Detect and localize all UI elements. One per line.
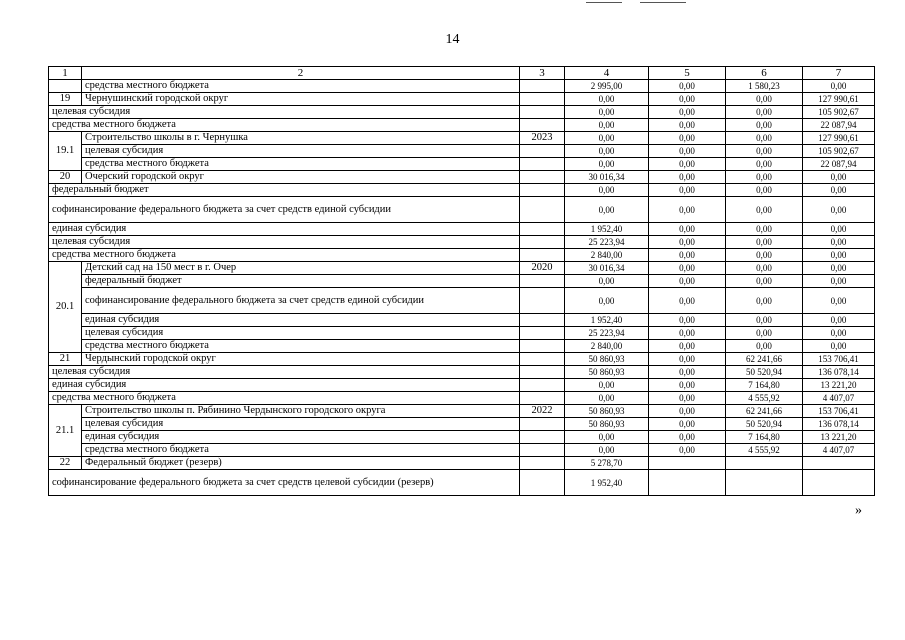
- value-cell-col6: [726, 457, 803, 470]
- value-cell-col6: 0,00: [726, 106, 803, 119]
- table-row: [49, 379, 875, 392]
- value-cell-col6: 4 555,92: [726, 444, 803, 457]
- row-name-cell: средства местного бюджета: [49, 392, 520, 405]
- value-cell-col6: 50 520,94: [726, 418, 803, 431]
- value-cell-col5: [649, 457, 726, 470]
- value-cell-col5: 0,00: [649, 249, 726, 262]
- value-cell-col5: 0,00: [649, 158, 726, 171]
- year-cell: [520, 314, 565, 327]
- value-cell-col7: 153 706,41: [803, 405, 875, 418]
- row-name-cell: целевая субсидия: [82, 145, 520, 158]
- value-cell-col7: 22 087,94: [803, 119, 875, 132]
- value-cell-col7: 0,00: [803, 197, 875, 223]
- row-name-cell: средства местного бюджета: [82, 158, 520, 171]
- value-cell-col4: 2 840,00: [565, 249, 649, 262]
- table-row: [49, 353, 875, 366]
- row-number-cell: 21.1: [49, 405, 82, 457]
- value-cell-col4: 0,00: [565, 431, 649, 444]
- page-number: 14: [445, 32, 460, 47]
- value-cell-col6: 0,00: [726, 184, 803, 197]
- value-cell-col6: [726, 470, 803, 496]
- row-name-cell: федеральный бюджет: [82, 275, 520, 288]
- value-cell-col6: 0,00: [726, 145, 803, 158]
- value-cell-col4: 0,00: [565, 392, 649, 405]
- value-cell-col7: 136 078,14: [803, 366, 875, 379]
- row-number-cell: 19.1: [49, 132, 82, 171]
- table-body: [49, 67, 875, 496]
- table-row: [49, 184, 875, 197]
- year-cell: [520, 353, 565, 366]
- row-name-cell: средства местного бюджета: [49, 249, 520, 262]
- value-cell-col5: 0,00: [649, 119, 726, 132]
- value-cell-col7: 127 990,61: [803, 93, 875, 106]
- table-row: [49, 106, 875, 119]
- row-name-cell: Чернушинский городской округ: [82, 93, 520, 106]
- row-number-cell: 20: [49, 171, 82, 184]
- table-row: [49, 93, 875, 106]
- value-cell-col6: 0,00: [726, 314, 803, 327]
- value-cell-col4: 0,00: [565, 132, 649, 145]
- value-cell-col7: 127 990,61: [803, 132, 875, 145]
- value-cell-col4: 0,00: [565, 158, 649, 171]
- value-cell-col5: 0,00: [649, 405, 726, 418]
- year-cell: [520, 431, 565, 444]
- value-cell-col7: 136 078,14: [803, 418, 875, 431]
- row-name-cell: средства местного бюджета: [49, 119, 520, 132]
- value-cell-col5: 0,00: [649, 314, 726, 327]
- value-cell-col5: 0,00: [649, 262, 726, 275]
- scan-edge-line-left: [586, 2, 622, 3]
- year-cell: [520, 470, 565, 496]
- value-cell-col7: 0,00: [803, 275, 875, 288]
- closing-quote-mark: »: [855, 503, 862, 518]
- value-cell-col4: 0,00: [565, 145, 649, 158]
- table-row: [49, 223, 875, 236]
- header-cell: 1: [49, 67, 82, 80]
- table-row: [49, 457, 875, 470]
- header-row: [49, 67, 875, 80]
- value-cell-col4: 30 016,34: [565, 262, 649, 275]
- value-cell-col7: 13 221,20: [803, 379, 875, 392]
- value-cell-col4: 0,00: [565, 379, 649, 392]
- value-cell-col4: 5 278,70: [565, 457, 649, 470]
- table-row: [49, 392, 875, 405]
- row-name-cell: целевая субсидия: [82, 418, 520, 431]
- year-cell: [520, 236, 565, 249]
- table-row: [49, 132, 875, 145]
- value-cell-col5: 0,00: [649, 444, 726, 457]
- row-name-cell: единая субсидия: [82, 314, 520, 327]
- value-cell-col6: 4 555,92: [726, 392, 803, 405]
- year-cell: [520, 249, 565, 262]
- value-cell-col6: 1 580,23: [726, 80, 803, 93]
- value-cell-col6: 62 241,66: [726, 353, 803, 366]
- year-cell: [520, 184, 565, 197]
- value-cell-col7: [803, 457, 875, 470]
- value-cell-col7: 0,00: [803, 249, 875, 262]
- table-row: [49, 275, 875, 288]
- value-cell-col7: 0,00: [803, 314, 875, 327]
- value-cell-col5: 0,00: [649, 93, 726, 106]
- year-cell: [520, 119, 565, 132]
- table-row: [49, 119, 875, 132]
- table-row: [49, 288, 875, 314]
- year-cell: [520, 106, 565, 119]
- header-cell: 7: [803, 67, 875, 80]
- year-cell: [520, 327, 565, 340]
- row-name-cell: Очерский городской округ: [82, 171, 520, 184]
- value-cell-col4: 0,00: [565, 93, 649, 106]
- value-cell-col7: 0,00: [803, 340, 875, 353]
- value-cell-col5: 0,00: [649, 145, 726, 158]
- row-name-cell: софинансирование федерального бюджета за счет средств единой субсидии: [82, 288, 520, 314]
- value-cell-col6: 7 164,80: [726, 379, 803, 392]
- table-row: [49, 145, 875, 158]
- value-cell-col6: 0,00: [726, 340, 803, 353]
- year-cell: 2022: [520, 405, 565, 418]
- table-row: [49, 171, 875, 184]
- row-name-cell: средства местного бюджета: [82, 80, 520, 93]
- row-number-cell: [49, 80, 82, 93]
- value-cell-col6: 7 164,80: [726, 431, 803, 444]
- row-name-cell: Строительство школы в г. Чернушка: [82, 132, 520, 145]
- value-cell-col7: 0,00: [803, 262, 875, 275]
- value-cell-col7: 22 087,94: [803, 158, 875, 171]
- value-cell-col4: 0,00: [565, 288, 649, 314]
- row-name-cell: единая субсидия: [49, 379, 520, 392]
- value-cell-col5: 0,00: [649, 197, 726, 223]
- value-cell-col4: 2 840,00: [565, 340, 649, 353]
- value-cell-col4: 0,00: [565, 119, 649, 132]
- row-name-cell: софинансирование федерального бюджета за счет средств единой субсидии: [49, 197, 520, 223]
- year-cell: [520, 158, 565, 171]
- value-cell-col6: 0,00: [726, 223, 803, 236]
- value-cell-col5: 0,00: [649, 288, 726, 314]
- table-row: [49, 340, 875, 353]
- value-cell-col5: 0,00: [649, 379, 726, 392]
- value-cell-col7: 153 706,41: [803, 353, 875, 366]
- row-name-cell: единая субсидия: [82, 431, 520, 444]
- table-row: [49, 444, 875, 457]
- value-cell-col5: 0,00: [649, 80, 726, 93]
- value-cell-col7: 105 902,67: [803, 145, 875, 158]
- table-row: [49, 470, 875, 496]
- value-cell-col7: 0,00: [803, 327, 875, 340]
- value-cell-col6: 0,00: [726, 93, 803, 106]
- value-cell-col6: 0,00: [726, 249, 803, 262]
- header-cell: 6: [726, 67, 803, 80]
- year-cell: [520, 171, 565, 184]
- table-row: [49, 158, 875, 171]
- value-cell-col4: 1 952,40: [565, 223, 649, 236]
- row-name-cell: единая субсидия: [49, 223, 520, 236]
- value-cell-col7: 0,00: [803, 171, 875, 184]
- value-cell-col5: 0,00: [649, 418, 726, 431]
- year-cell: [520, 93, 565, 106]
- row-name-cell: федеральный бюджет: [49, 184, 520, 197]
- value-cell-col7: 105 902,67: [803, 106, 875, 119]
- year-cell: [520, 80, 565, 93]
- row-name-cell: Детский сад на 150 мест в г. Очер: [82, 262, 520, 275]
- value-cell-col4: 0,00: [565, 275, 649, 288]
- year-cell: [520, 418, 565, 431]
- value-cell-col5: 0,00: [649, 340, 726, 353]
- table-row: [49, 80, 875, 93]
- value-cell-col7: 0,00: [803, 80, 875, 93]
- value-cell-col5: 0,00: [649, 431, 726, 444]
- value-cell-col4: 50 860,93: [565, 418, 649, 431]
- year-cell: [520, 366, 565, 379]
- value-cell-col4: 1 952,40: [565, 314, 649, 327]
- value-cell-col6: 62 241,66: [726, 405, 803, 418]
- year-cell: [520, 392, 565, 405]
- value-cell-col6: 0,00: [726, 275, 803, 288]
- value-cell-col5: 0,00: [649, 184, 726, 197]
- year-cell: [520, 145, 565, 158]
- row-name-cell: софинансирование федерального бюджета за счет средств целевой субсидии (резерв): [49, 470, 520, 496]
- value-cell-col4: 1 952,40: [565, 470, 649, 496]
- table-row: [49, 327, 875, 340]
- value-cell-col6: 0,00: [726, 158, 803, 171]
- row-name-cell: целевая субсидия: [49, 236, 520, 249]
- table-row: [49, 197, 875, 223]
- header-cell: 2: [82, 67, 520, 80]
- value-cell-col5: [649, 470, 726, 496]
- value-cell-col6: 0,00: [726, 119, 803, 132]
- value-cell-col4: 30 016,34: [565, 171, 649, 184]
- value-cell-col7: 0,00: [803, 184, 875, 197]
- value-cell-col5: 0,00: [649, 106, 726, 119]
- year-cell: [520, 197, 565, 223]
- budget-table: [48, 66, 875, 496]
- row-name-cell: средства местного бюджета: [82, 444, 520, 457]
- year-cell: [520, 444, 565, 457]
- value-cell-col7: [803, 470, 875, 496]
- row-name-cell: Строительство школы п. Рябинино Чердынского городского округа: [82, 405, 520, 418]
- value-cell-col7: 0,00: [803, 288, 875, 314]
- value-cell-col5: 0,00: [649, 392, 726, 405]
- value-cell-col4: 50 860,93: [565, 405, 649, 418]
- row-name-cell: целевая субсидия: [49, 106, 520, 119]
- value-cell-col6: 0,00: [726, 236, 803, 249]
- value-cell-col4: 0,00: [565, 444, 649, 457]
- value-cell-col6: 0,00: [726, 132, 803, 145]
- value-cell-col5: 0,00: [649, 353, 726, 366]
- header-cell: 5: [649, 67, 726, 80]
- table-row: [49, 405, 875, 418]
- value-cell-col7: 4 407,07: [803, 444, 875, 457]
- value-cell-col4: 50 860,93: [565, 366, 649, 379]
- value-cell-col4: 0,00: [565, 184, 649, 197]
- value-cell-col6: 0,00: [726, 171, 803, 184]
- year-cell: 2023: [520, 132, 565, 145]
- table-row: [49, 236, 875, 249]
- year-cell: [520, 275, 565, 288]
- value-cell-col6: 50 520,94: [726, 366, 803, 379]
- row-number-cell: 19: [49, 93, 82, 106]
- row-name-cell: целевая субсидия: [82, 327, 520, 340]
- table-row: [49, 262, 875, 275]
- value-cell-col4: 25 223,94: [565, 236, 649, 249]
- year-cell: [520, 457, 565, 470]
- value-cell-col5: 0,00: [649, 366, 726, 379]
- value-cell-col5: 0,00: [649, 132, 726, 145]
- year-cell: 2020: [520, 262, 565, 275]
- value-cell-col4: 0,00: [565, 197, 649, 223]
- row-name-cell: Чердынский городской округ: [82, 353, 520, 366]
- value-cell-col7: 0,00: [803, 236, 875, 249]
- header-cell: 3: [520, 67, 565, 80]
- value-cell-col6: 0,00: [726, 327, 803, 340]
- value-cell-col5: 0,00: [649, 223, 726, 236]
- value-cell-col6: 0,00: [726, 262, 803, 275]
- value-cell-col7: 4 407,07: [803, 392, 875, 405]
- year-cell: [520, 379, 565, 392]
- value-cell-col5: 0,00: [649, 171, 726, 184]
- row-name-cell: Федеральный бюджет (резерв): [82, 457, 520, 470]
- row-number-cell: 20.1: [49, 262, 82, 353]
- value-cell-col4: 50 860,93: [565, 353, 649, 366]
- value-cell-col5: 0,00: [649, 327, 726, 340]
- header-cell: 4: [565, 67, 649, 80]
- value-cell-col6: 0,00: [726, 288, 803, 314]
- value-cell-col5: 0,00: [649, 275, 726, 288]
- year-cell: [520, 223, 565, 236]
- row-name-cell: целевая субсидия: [49, 366, 520, 379]
- table-row: [49, 418, 875, 431]
- table-row: [49, 431, 875, 444]
- value-cell-col7: 0,00: [803, 223, 875, 236]
- row-name-cell: средства местного бюджета: [82, 340, 520, 353]
- row-number-cell: 21: [49, 353, 82, 366]
- value-cell-col4: 2 995,00: [565, 80, 649, 93]
- year-cell: [520, 288, 565, 314]
- scan-edge-line-right: [640, 2, 686, 3]
- value-cell-col4: 0,00: [565, 106, 649, 119]
- table-row: [49, 314, 875, 327]
- value-cell-col5: 0,00: [649, 236, 726, 249]
- value-cell-col6: 0,00: [726, 197, 803, 223]
- table-row: [49, 366, 875, 379]
- table-row: [49, 249, 875, 262]
- value-cell-col7: 13 221,20: [803, 431, 875, 444]
- year-cell: [520, 340, 565, 353]
- row-number-cell: 22: [49, 457, 82, 470]
- value-cell-col4: 25 223,94: [565, 327, 649, 340]
